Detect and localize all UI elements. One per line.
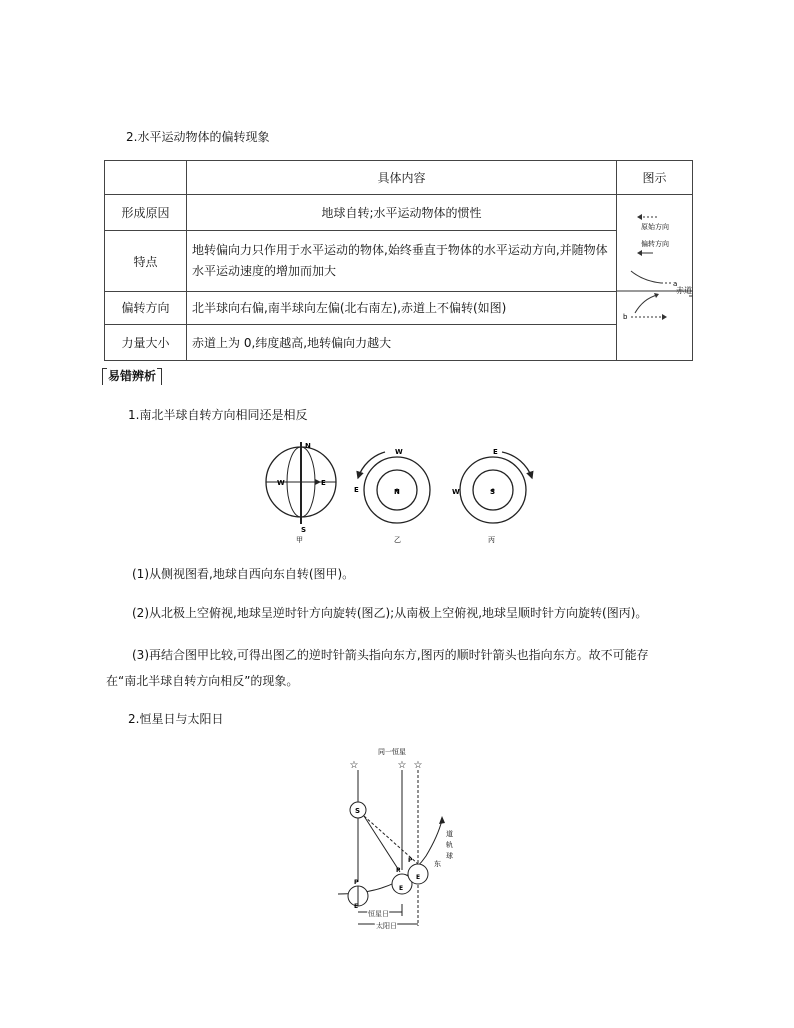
common-mistakes-tag: 易错辨析 <box>104 368 160 384</box>
label-e: E <box>493 448 498 456</box>
label-w: W <box>277 479 285 487</box>
paragraph-1: (1)从侧视图看,地球自西向东自转(图甲)。 <box>132 567 355 581</box>
east-label: 东 <box>434 860 441 868</box>
same-star-label: 同一恒星 <box>378 748 406 756</box>
p-label: P <box>396 867 401 874</box>
row-label-feature: 特点 <box>105 231 187 292</box>
sun-label: S <box>355 807 361 815</box>
orbit-char: 轨 <box>446 841 453 849</box>
sidereal-solar-figure <box>330 744 470 934</box>
label-s-center: S <box>490 488 496 496</box>
equator-label: 赤道 <box>676 286 692 295</box>
label-w: W <box>452 488 460 496</box>
question1-title: 1.南北半球自转方向相同还是相反 <box>128 408 308 422</box>
row-label-cause: 形成原因 <box>105 195 187 231</box>
star-icon: ☆ <box>413 760 423 771</box>
star-icon: ☆ <box>397 760 407 771</box>
paragraph-3: (3)再结合图甲比较,可得出图乙的逆时针箭头指向东方,图丙的顺时针箭头也指向东方。故不可能存在“南北半球自转方向相反”的现象。 <box>106 648 649 688</box>
caption-jia: 甲 <box>296 536 303 544</box>
row-content-magnitude: 赤道上为 0,纬度越高,地转偏向力越大 <box>187 324 617 360</box>
paragraph-2: (2)从北极上空俯视,地球呈逆时针方向旋转(图乙);从南极上空俯视,地球呈顺时针方向旋转(图丙)。 <box>132 606 648 620</box>
table-header-figure: 图示 <box>617 161 693 195</box>
south-deflection-curve <box>635 295 657 313</box>
table-header-content: 具体内容 <box>187 161 617 195</box>
label-e: E <box>321 479 326 487</box>
label-b: b <box>623 313 628 321</box>
deflection-figure <box>617 195 693 357</box>
clockwise-arrow <box>502 452 532 478</box>
table-corner-cell <box>105 161 187 195</box>
south-pole-view <box>452 448 532 544</box>
deflected-direction-label: 偏转方向 <box>641 240 669 248</box>
label-e: E <box>354 486 359 494</box>
question2-title: 2.恒星日与太阳日 <box>128 712 224 726</box>
row-content-feature: 地转偏向力只作用于水平运动的物体,始终垂直于物体的水平运动方向,并随物体水平运动速度的增加而加大 <box>187 231 617 292</box>
caption-bing: 丙 <box>488 536 495 544</box>
solar-day-label: 太阳日 <box>376 922 397 930</box>
row-label-direction: 偏转方向 <box>105 292 187 324</box>
p-label: P <box>354 879 359 886</box>
label-n-center: N <box>394 488 400 496</box>
north-pole-view <box>354 448 430 544</box>
e-label: E <box>416 874 421 881</box>
original-direction-label: 原始方向 <box>641 223 669 231</box>
label-w: W <box>395 448 403 456</box>
label-a: a <box>673 280 678 288</box>
north-deflection-curve <box>631 271 661 283</box>
row-label-magnitude: 力量大小 <box>105 324 187 360</box>
deflection-table <box>104 160 693 361</box>
section-title: 2.水平运动物体的偏转现象 <box>126 130 270 144</box>
label-s: S <box>301 526 307 534</box>
rotation-figure <box>260 440 540 544</box>
counterclockwise-arrow <box>358 452 385 478</box>
row-content-direction: 北半球向右偏,南半球向左偏(北右南左),赤道上不偏转(如图) <box>187 292 617 324</box>
caption-yi: 乙 <box>394 536 401 544</box>
sidereal-day-label: 恒星日 <box>368 910 389 918</box>
row-content-cause: 地球自转;水平运动物体的惯性 <box>187 195 617 231</box>
e-label: E <box>354 903 359 910</box>
e-label: E <box>399 885 404 892</box>
orbit-char: 球 <box>446 852 453 860</box>
p-label: P <box>408 857 413 864</box>
deflection-figure-cell <box>617 195 693 361</box>
globe-side-view <box>266 442 336 544</box>
star-icon: ☆ <box>349 760 359 771</box>
label-n: N <box>305 442 311 450</box>
orbit-char: 道 <box>446 830 453 838</box>
